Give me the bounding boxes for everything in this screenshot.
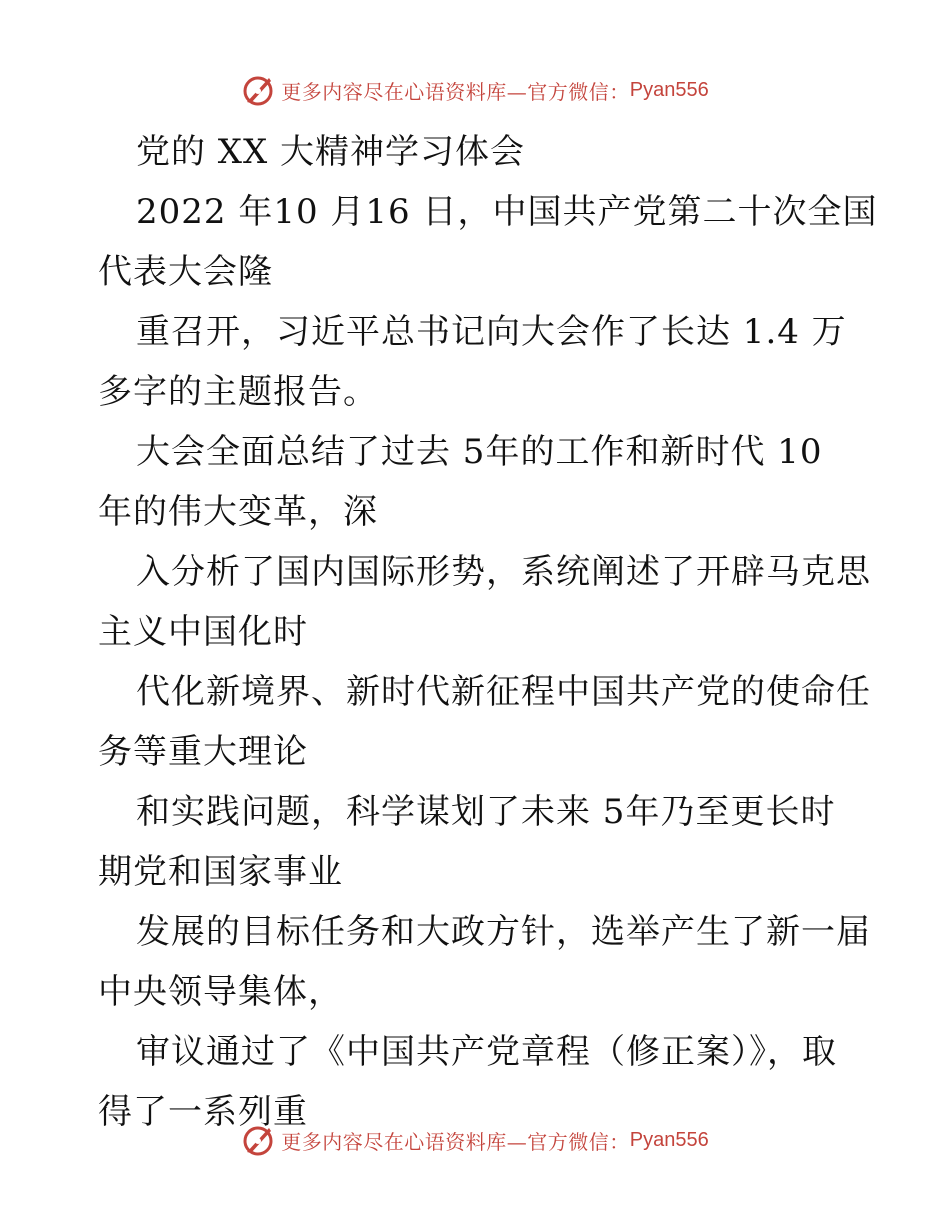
text-line: 主义中国化时: [98, 612, 308, 652]
document-title: 党的 XX 大精神学习体会: [136, 132, 526, 172]
text-line: 中央领导集体，: [98, 972, 343, 1012]
document-body: [98, 122, 878, 1142]
quill-logo-icon: [241, 1122, 277, 1158]
banner-wechat-id: Pyan556: [629, 78, 709, 101]
text-line: 大会全面总结了过去 5年的工作和新时代 10: [136, 432, 823, 472]
text-line: 务等重大理论: [98, 732, 308, 772]
text-line: 期党和国家事业: [98, 852, 343, 892]
text-line: 和实践问题，科学谋划了未来 5年乃至更长时: [136, 792, 836, 832]
text-line: 多字的主题报告。: [98, 372, 378, 412]
text-line: 发展的目标任务和大政方针，选举产生了新一届: [136, 912, 871, 952]
text-line: 代化新境界、新时代新征程中国共产党的使命任: [136, 672, 871, 712]
header-watermark-banner: [0, 70, 950, 110]
text-line: 2022 年10 月16 日，中国共产党第二十次全国: [136, 192, 878, 232]
text-line: 审议通过了《中国共产党章程（修正案）》，取: [136, 1032, 837, 1072]
banner-text: 更多内容尽在心语资料库—官方微信：: [281, 1129, 630, 1154]
text-line: 入分析了国内国际形势，系统阐述了开辟马克思: [136, 552, 871, 592]
banner-text: 更多内容尽在心语资料库—官方微信：: [281, 79, 630, 104]
banner-wechat-id: Pyan556: [629, 1128, 709, 1151]
text-line: 重召开，习近平总书记向大会作了长达 1.4 万: [136, 312, 847, 352]
quill-logo-icon: [241, 72, 277, 108]
text-line: 年的伟大变革，深: [98, 492, 378, 532]
text-line: 得了一系列重: [98, 1092, 308, 1132]
footer-watermark-banner: [0, 1120, 950, 1160]
text-line: 代表大会隆: [98, 252, 273, 292]
